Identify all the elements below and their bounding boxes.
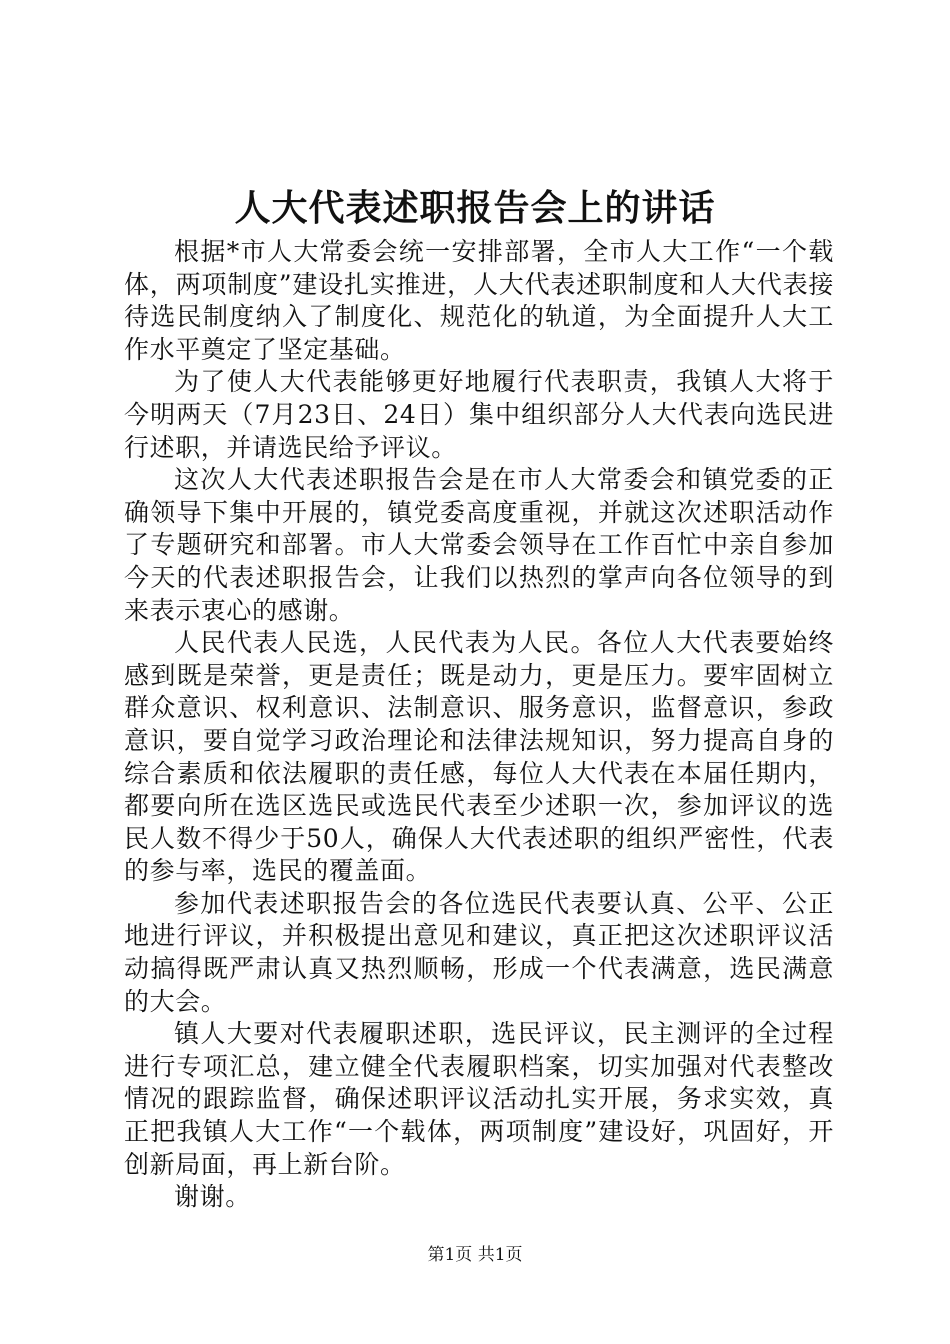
document-title: 人大代表述职报告会上的讲话	[234, 187, 716, 229]
document-body	[124, 236, 834, 1214]
paragraph: 根据*市人大常委会统一安排部署，全市人大工作“一个载体，两项制度”建设扎实推进，人大代表述职制度和人大代表接待选民制度纳入了制度化、规范化的轨道，为全面提升人大工作水平奠定了坚定基础。	[124, 237, 834, 364]
paragraph: 参加代表述职报告会的各位选民代表要认真、公平、公正地进行评议，并积极提出意见和建议，真正把这次述职评议活动搞得既严肃认真又热烈顺畅，形成一个代表满意，选民满意的大会。	[124, 888, 834, 1016]
paragraph: 谢谢。	[174, 1182, 251, 1212]
page-footer: 第1页 共1页	[427, 1245, 523, 1265]
paragraph: 这次人大代表述职报告会是在市人大常委会和镇党委的正确领导下集中开展的，镇党委高度重视，并就这次述职活动作了专题研究和部署。市人大常委会领导在工作百忙中亲自参加今天的代表述职报告会，让我们以热烈的掌声向各位领导的到来表示衷心的感谢。	[124, 465, 834, 625]
paragraph: 人民代表人民选，人民代表为人民。各位人大代表要始终感到既是荣誉，更是责任；既是动力，更是压力。要牢固树立群众意识、权利意识、法制意识、服务意识，监督意识，参政意识，要自觉学习政治理论和法律法规知识，努力提高自身的综合素质和依法履职的责任感，每位人大代表在本届任期内，都要向所在选区选民或选民代表至少述职一次，参加评议的选民人数不得少于50人，确保人大代表述职的组织严密性，代表的参与率，选民的覆盖面。	[124, 628, 834, 886]
paragraph: 为了使人大代表能够更好地履行代表职责，我镇人大将于今明两天（7月23日、24日）集中组织部分人大代表向选民进行述职，并请选民给予评议。	[124, 367, 834, 462]
paragraph: 镇人大要对代表履职述职，选民评议，民主测评的全过程进行专项汇总，建立健全代表履职档案，切实加强对代表整改情况的跟踪监督，确保述职评议活动扎实开展，务求实效，真正把我镇人大工作“一个载体，两项制度”建设好，巩固好，开创新局面，再上新台阶。	[124, 1019, 834, 1179]
